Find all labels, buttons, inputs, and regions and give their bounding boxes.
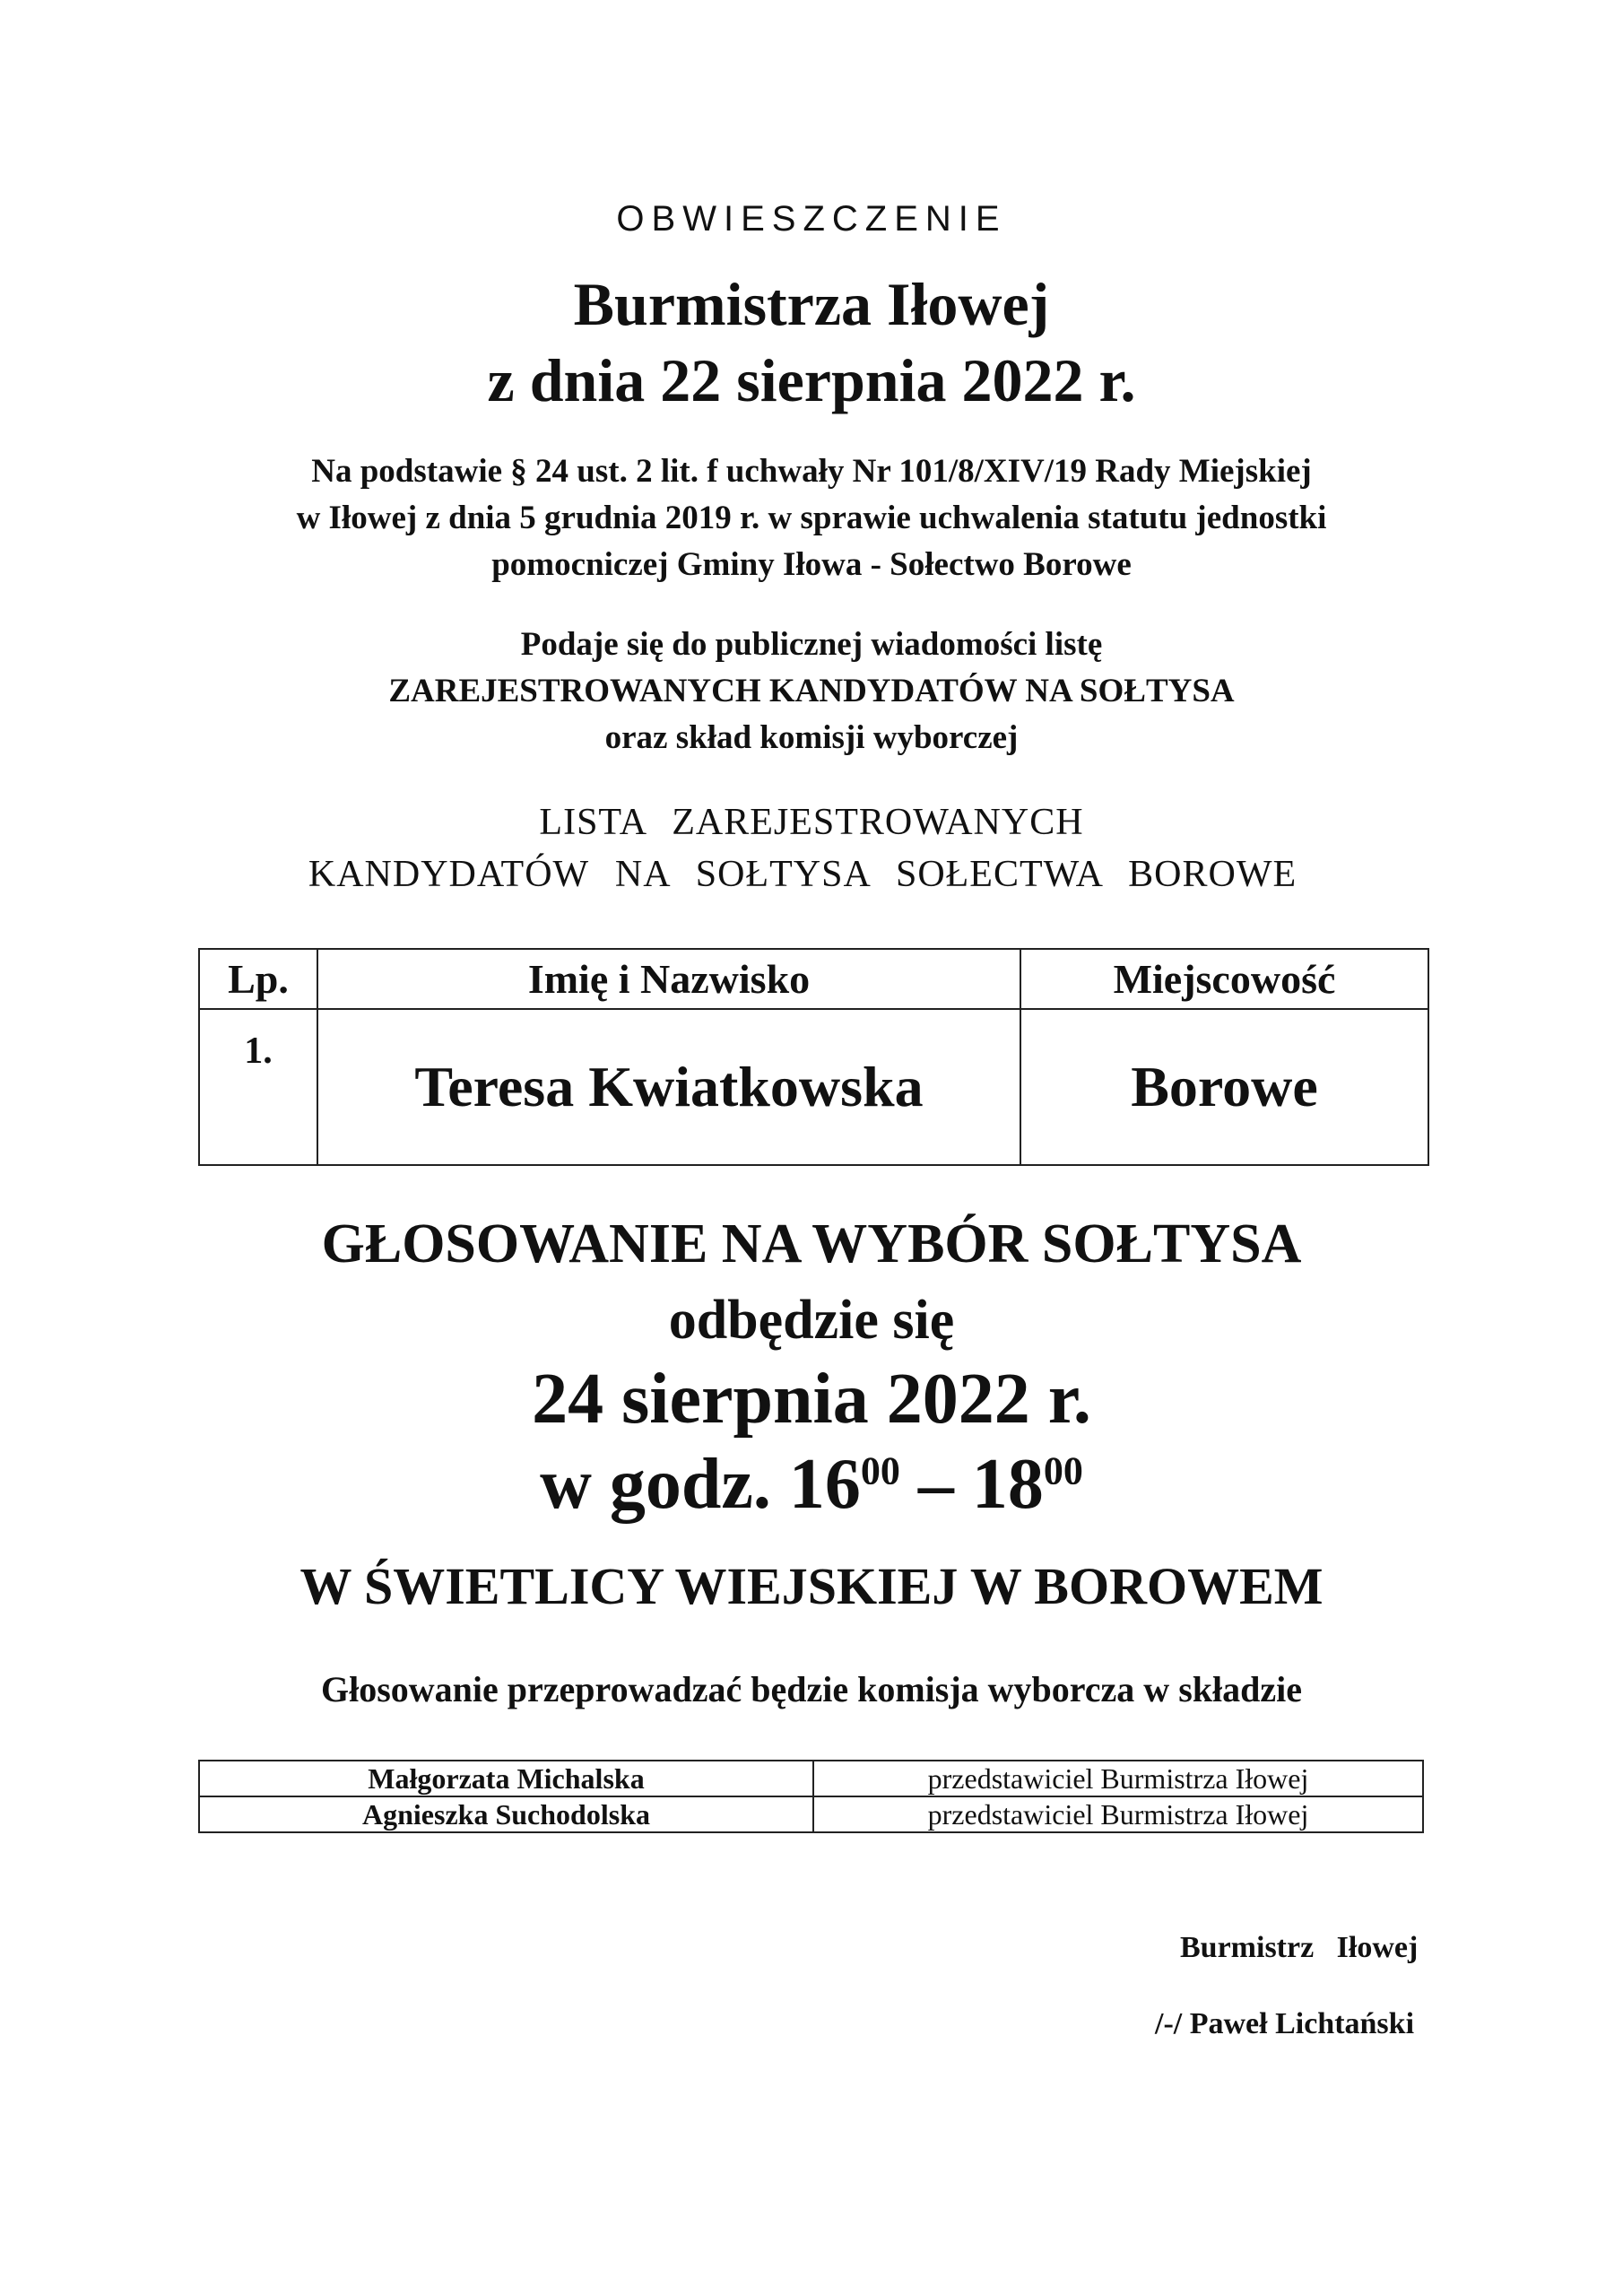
candidates-table [198,948,1429,1166]
candidate-name: Teresa Kwiatkowska [317,1009,1020,1165]
candidate-lp: 1. [199,1009,317,1165]
vote-subheading: odbędzie się [668,1290,955,1351]
notice-label: OBWIESZCZENIE [616,199,1007,239]
legal-basis-line-1: Na podstawie § 24 ust. 2 lit. f uchwały Nr 101/8/XIV/19 Rady Miejskiej [311,453,1312,490]
header-place: Miejscowość [1020,949,1428,1009]
committee-table [198,1760,1424,1833]
notice-title: Burmistrza Iłowej [573,270,1050,338]
vote-time [0,1444,1623,1526]
list-title-line-1: LISTA ZAREJESTROWANYCH [539,802,1084,843]
table-row [199,1761,1423,1796]
vote-time-start-minutes: 00 [860,1448,900,1493]
legal-basis-line-2: w Iłowej z dnia 5 grudnia 2019 r. w sprawie uchwalenia statutu jednostki [296,500,1327,536]
table-row [199,1796,1423,1832]
notice-date: z dnia 22 sierpnia 2022 r. [487,346,1136,414]
vote-time-end-hour: 18 [971,1445,1044,1524]
committee-member-role: przedstawiciel Burmistrza Iłowej [813,1761,1423,1796]
committee-member-name: Agnieszka Suchodolska [199,1796,813,1832]
vote-time-start-hour: 16 [788,1445,861,1524]
vote-date: 24 sierpnia 2022 r. [532,1360,1091,1439]
announcement-line-3: oraz skład komisji wyborczej [604,719,1019,756]
announcement-line-1: Podaje się do publicznej wiadomości listę [520,626,1103,663]
committee-intro: Głosowanie przeprowadzać będzie komisja wyborcza w składzie [320,1669,1302,1709]
vote-time-separator: – [899,1445,972,1524]
announcement-line-2: ZAREJESTROWANYCH KANDYDATÓW NA SOŁTYSA [388,673,1235,709]
header-lp: Lp. [199,949,317,1009]
signature-title: Burmistrz Iłowej [1180,1931,1419,1964]
committee-member-name: Małgorzata Michalska [199,1761,813,1796]
vote-time-end-minutes: 00 [1043,1448,1083,1493]
legal-basis-line-3: pomocniczej Gminy Iłowa - Sołectwo Borowe [491,546,1132,583]
vote-heading: GŁOSOWANIE NA WYBÓR SOŁTYSA [321,1213,1302,1274]
signature-name: /-/ Paweł Lichtański [1155,2007,1415,2040]
committee-member-role: przedstawiciel Burmistrza Iłowej [813,1796,1423,1832]
candidate-place: Borowe [1020,1009,1428,1165]
vote-time-prefix: w godz. [540,1445,789,1524]
candidates-header-row [199,949,1428,1009]
header-name: Imię i Nazwisko [317,949,1020,1009]
vote-location: W ŚWIETLICY WIEJSKIEJ W BOROWEM [299,1557,1324,1615]
list-title-line-2: KANDYDATÓW NA SOŁTYSA SOŁECTWA BOROWE [308,854,1298,895]
table-row [199,1009,1428,1165]
